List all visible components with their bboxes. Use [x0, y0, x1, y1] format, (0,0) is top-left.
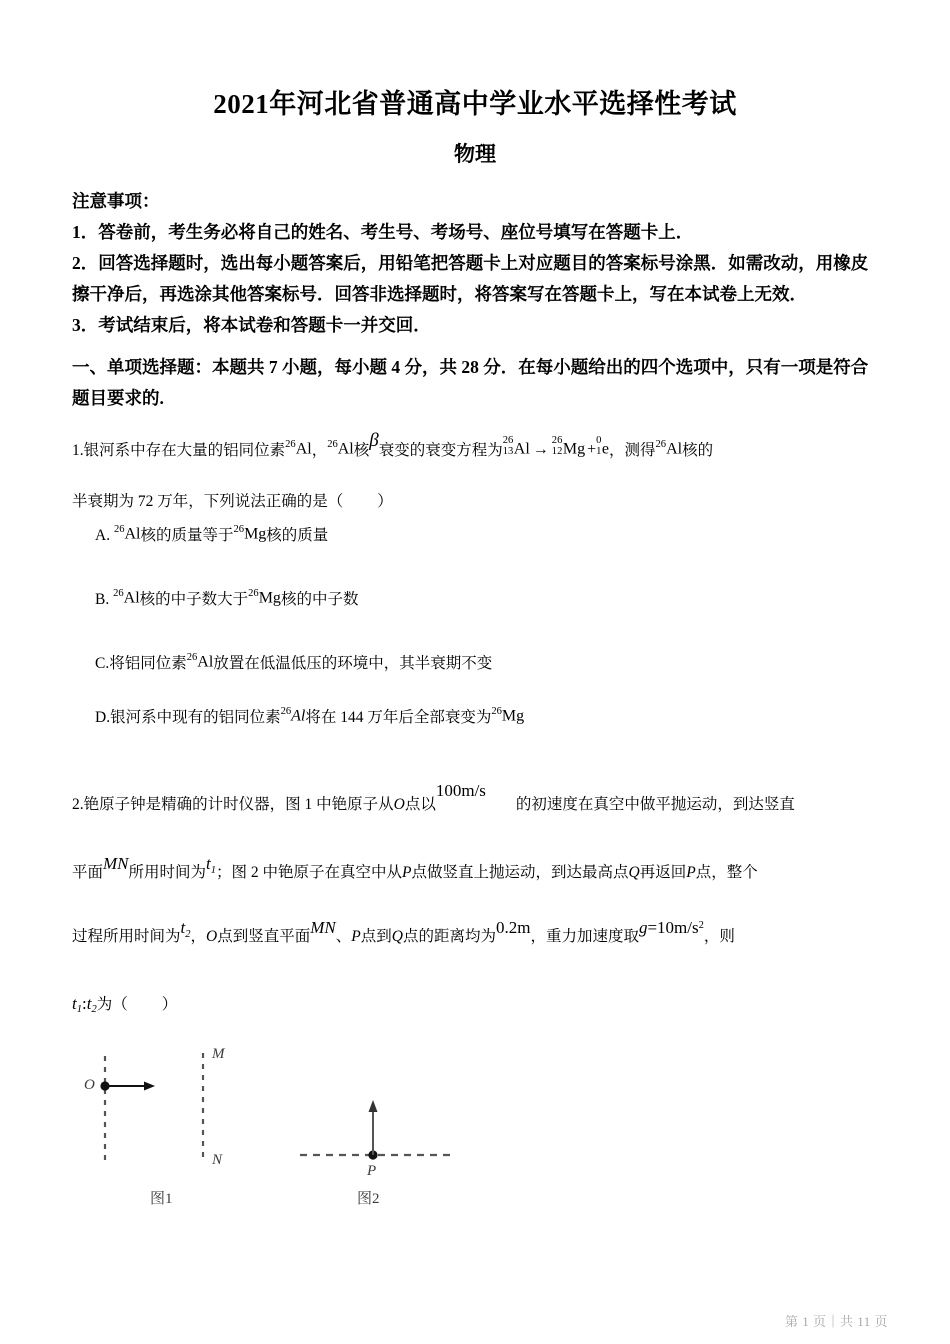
- nuclide-al-2: 26Al: [327, 439, 354, 458]
- q2-line2-f: 点，整个: [695, 864, 758, 881]
- option-a-label: A.: [95, 527, 111, 544]
- option-b-nuclide-1: 26Al: [113, 588, 140, 607]
- figure1-label-m: M: [212, 1046, 225, 1062]
- option-d-nuclide-1: 26Al: [280, 706, 306, 725]
- q2-line2-c: ；图 2 中铯原子在真空中从: [216, 864, 403, 881]
- subject-title: 物理: [454, 142, 496, 166]
- q2-line3-h: ，则: [703, 928, 735, 945]
- figure1-label-n: N: [212, 1152, 223, 1168]
- notice-block: [72, 186, 884, 341]
- q2-line3-f: 点的距离均为: [402, 928, 496, 945]
- q2-line4-tail: 为（: [96, 996, 128, 1013]
- figure1-velocity-arrow-head: [144, 1082, 155, 1091]
- figure1-label-o: O: [84, 1077, 95, 1093]
- time-t2-ref-1: t2: [180, 918, 191, 940]
- nuclide-al-3: 26Al: [655, 439, 683, 458]
- q1-stem-part7: ）: [377, 493, 393, 510]
- option-d[interactable]: [95, 706, 525, 730]
- option-c-tail: 放置在低温低压的环境中，其半衰期不变: [213, 655, 493, 672]
- option-c-label: C.: [95, 655, 110, 672]
- q2-line1-c: 的初速度在真空中做平抛运动，到达竖直: [515, 796, 795, 813]
- question-1: [72, 424, 887, 477]
- option-a[interactable]: [95, 524, 329, 548]
- page-footer: 第 1 页｜共 11 页: [784, 1314, 888, 1329]
- point-q-ref-1: Q: [628, 864, 640, 881]
- notice-heading: 注意事项：: [72, 191, 160, 211]
- question-1-line2: [72, 476, 887, 528]
- option-a-text-1: 核的质量等于: [140, 527, 234, 544]
- eq-left-indices: 26 13: [502, 435, 514, 457]
- initial-speed-value: 100m/s: [435, 781, 486, 801]
- q1-stem-part6: 半衰期为 72 万年，下列说法正确的是（: [72, 493, 344, 510]
- option-a-text-2: 核的质量: [266, 527, 329, 544]
- figure1-point-o-dot: [100, 1081, 109, 1090]
- option-d-lead: 银河系中现有的铝同位素: [110, 709, 281, 726]
- option-b[interactable]: [95, 588, 359, 612]
- question-2-line4: [72, 978, 887, 1033]
- point-q-ref-2: Q: [391, 928, 403, 945]
- beta-symbol: β: [369, 430, 379, 452]
- q1-stem-part1: 银河系中存在大量的铝同位素: [83, 442, 286, 459]
- gravity-value: $g=10m/s^2$: [638, 918, 704, 938]
- q2-line3-a: 过程所用时间为: [72, 928, 181, 945]
- point-o-ref-2: O: [206, 928, 218, 945]
- q2-line3-b: ，: [190, 928, 207, 945]
- figure2-caption: 图2: [357, 1191, 380, 1207]
- q2-line2-b: 所用时间为: [128, 864, 207, 881]
- option-a-nuclide-1: 26Al: [113, 524, 141, 543]
- q2-line3-e: 点到: [360, 928, 392, 945]
- option-b-label: B.: [95, 591, 110, 608]
- notice-item-3: 3．考试结束后，将本试卷和答题卡一并交回．: [72, 315, 431, 335]
- time-ratio-expression: t1:t2: [72, 994, 97, 1016]
- point-p-ref-3: P: [351, 928, 361, 945]
- q2-line3-d: 、: [335, 928, 352, 945]
- question-2-line2: [72, 846, 887, 901]
- nuclide-al-1: 26Al: [285, 439, 312, 458]
- option-a-nuclide-2: 26Mg: [233, 524, 267, 543]
- q2-line2-d: 点做竖直上抛运动，到达最高点: [411, 864, 629, 881]
- q2-line2-e: 再返回: [639, 864, 687, 881]
- notice-item-1: 1．答卷前，考生务必将自己的姓名、考生号、考场号、座位号填写在答题卡上．: [72, 222, 694, 242]
- q2-line1-b: 点以: [404, 796, 436, 813]
- question-2-line3: [72, 910, 887, 965]
- q1-stem-part2: 核: [353, 442, 370, 459]
- page-title: 2021年河北省普通高中学业水平选择性考试: [213, 89, 737, 119]
- option-b-nuclide-2: 26Mg: [248, 588, 281, 607]
- q1-stem-part4: ，测得: [609, 442, 656, 459]
- q1-stem-part5: 核的: [682, 442, 714, 459]
- figure2-point-p-dot: [368, 1150, 377, 1159]
- plane-mn-ref-1: MN: [103, 854, 129, 874]
- q2-line1-a: 铯原子钟是精确的计时仪器，图 1 中铯原子从: [83, 796, 394, 813]
- section-heading: 一、单项选择题：本题共 7 小题，每小题 4 分，共 28 分．在每小题给出的四个选项中，只有一项是符合题目要求的.: [72, 357, 869, 408]
- q2-number: 2.: [72, 796, 84, 813]
- option-c[interactable]: [95, 652, 493, 676]
- option-d-mid: 将在 144 万年后全部衰变为: [305, 709, 492, 726]
- question-2-line1: [72, 778, 887, 831]
- option-b-text-2: 核的中子数: [280, 591, 359, 608]
- distance-value: 0.2m: [495, 918, 531, 938]
- notice-item-2: 2．回答选择题时，选出每小题答案后，用铅笔把答题卡上对应题目的答案标号涂黑．如需改动，用橡皮擦干净后，再选涂其他答案标号．回答非选择题时，将答案写在答题卡上，写在本试卷上无效．: [72, 253, 869, 304]
- time-t1-ref-1: t1: [206, 854, 217, 876]
- point-o-ref-1: O: [393, 796, 405, 813]
- point-p-ref-2: P: [686, 864, 696, 881]
- option-d-nuclide-2: 26Mg: [491, 706, 525, 725]
- plane-mn-ref-2: MN: [310, 918, 336, 938]
- option-c-lead: 将铝同位素: [109, 655, 187, 672]
- q1-number: 1.: [72, 442, 84, 459]
- point-p-ref-1: P: [402, 864, 412, 881]
- q1-comma: ，: [311, 442, 328, 459]
- q2-line3-c: 点到竖直平面: [217, 928, 311, 945]
- q1-stem-part3: 衰变的衰变方程为: [378, 442, 503, 459]
- eq-right-indices: 0 1: [596, 435, 602, 457]
- figure2-label-p: P: [367, 1163, 377, 1179]
- q2-line4-tail2: ）: [161, 996, 178, 1013]
- q2-line3-g: ，重力加速度取: [530, 928, 639, 945]
- option-d-label: D.: [95, 709, 111, 726]
- option-c-nuclide: 26Al: [186, 652, 214, 671]
- q2-line2-a: 平面: [72, 864, 104, 881]
- figure1-caption: 图1: [150, 1191, 173, 1207]
- decay-equation: 26 13 Al → 26 12 Mg + 0 1 e: [502, 435, 609, 458]
- option-b-text-1: 核的中子数大于: [139, 591, 249, 608]
- eq-mid-indices: 26 12: [551, 435, 563, 457]
- figure2-up-arrow-head: [369, 1100, 378, 1112]
